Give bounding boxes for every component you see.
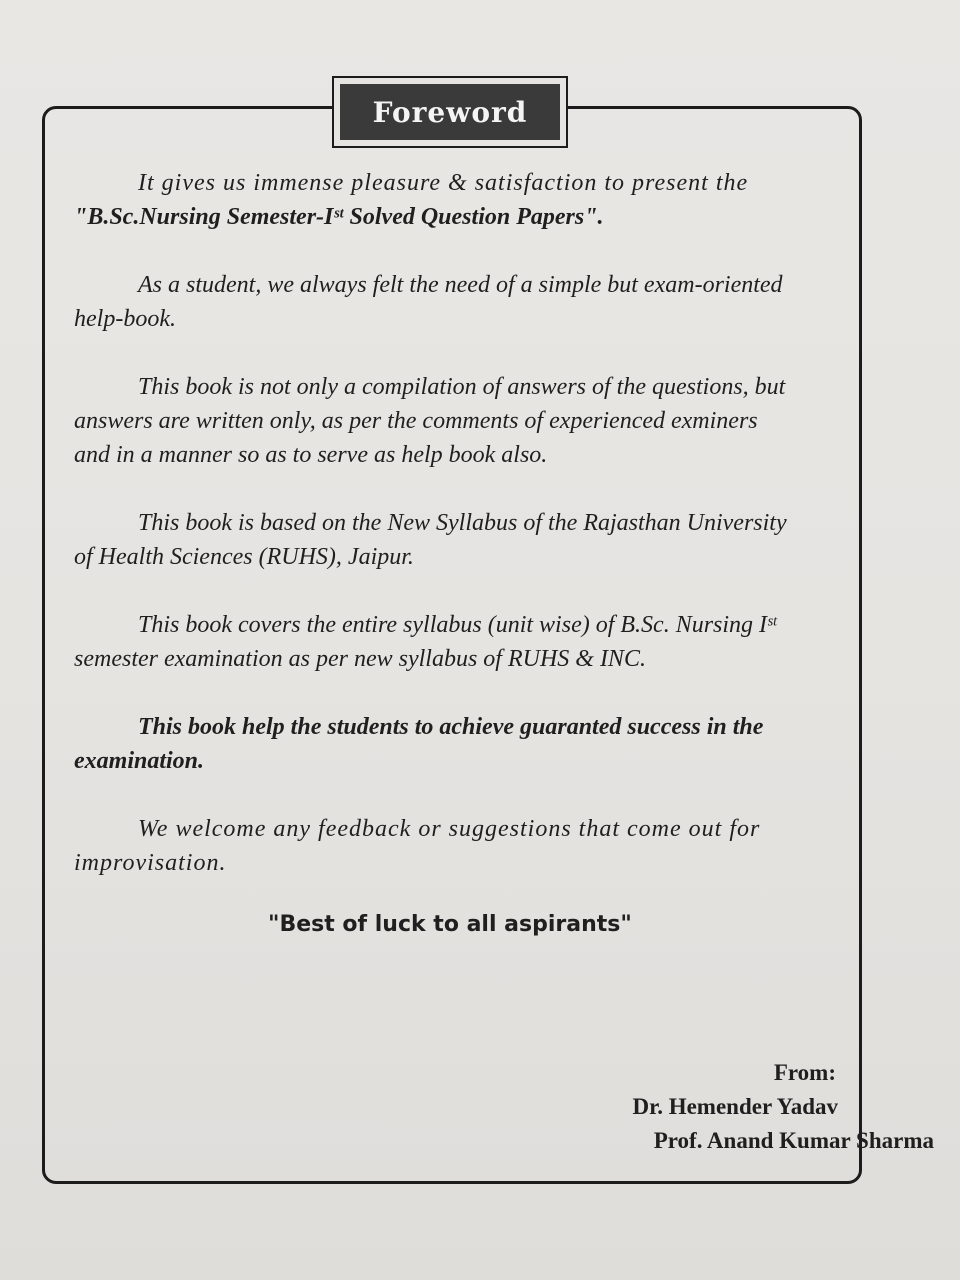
signature-author-1 <box>632 1094 908 1120</box>
foreword-title: Foreword <box>340 84 560 140</box>
paragraph-feedback <box>74 812 836 880</box>
paragraph-line: This book help the students to achieve guaranted success in the <box>138 714 764 740</box>
author-name: Prof. Anand Kumar Sharma <box>653 1128 934 1153</box>
paragraph-need <box>74 268 836 336</box>
foreword-title-box <box>332 76 568 148</box>
paragraph-line: This book covers the entire syllabus (unit wise) of B.Sc. Nursing Iˢᵗ <box>138 612 777 638</box>
paragraph-line: help-book. <box>74 306 176 332</box>
paragraph-line: As a student, we always felt the need of a simple but exam-oriented <box>138 272 783 298</box>
paragraph-coverage <box>74 608 836 676</box>
paragraph-line: improvisation. <box>74 850 227 876</box>
paragraph-line: It gives us immense pleasure & satisfaction to present the <box>138 170 749 196</box>
paragraph-line: This book is not only a compilation of answers of the questions, but <box>138 374 786 400</box>
paragraph-line: answers are written only, as per the comments of experienced exminers <box>74 408 758 434</box>
paragraph-syllabus <box>74 506 836 574</box>
paragraph-intro <box>74 166 836 234</box>
signature-author-2 <box>556 1128 934 1154</box>
paragraph-line: examination. <box>74 748 205 774</box>
paragraph-line: "B.Sc.Nursing Semester-Iˢᵗ Solved Question Papers". <box>74 204 604 230</box>
paragraph-line: This book is based on the New Syllabus of the Rajasthan University <box>138 510 787 536</box>
paragraph-line: of Health Sciences (RUHS), Jaipur. <box>74 544 414 570</box>
paragraph-line: We welcome any feedback or suggestions that come out for <box>138 816 761 842</box>
signature-from: From: <box>773 1060 836 1085</box>
paragraph-line: and in a manner so as to serve as help book also. <box>74 442 548 468</box>
paragraph-compilation <box>74 370 836 472</box>
closing-wish: "Best of luck to all aspirants" <box>268 912 632 937</box>
author-name: Dr. Hemender Yadav <box>632 1094 838 1119</box>
paragraph-success <box>74 710 836 778</box>
paragraph-line: semester examination as per new syllabus of RUHS & INC. <box>74 646 646 672</box>
